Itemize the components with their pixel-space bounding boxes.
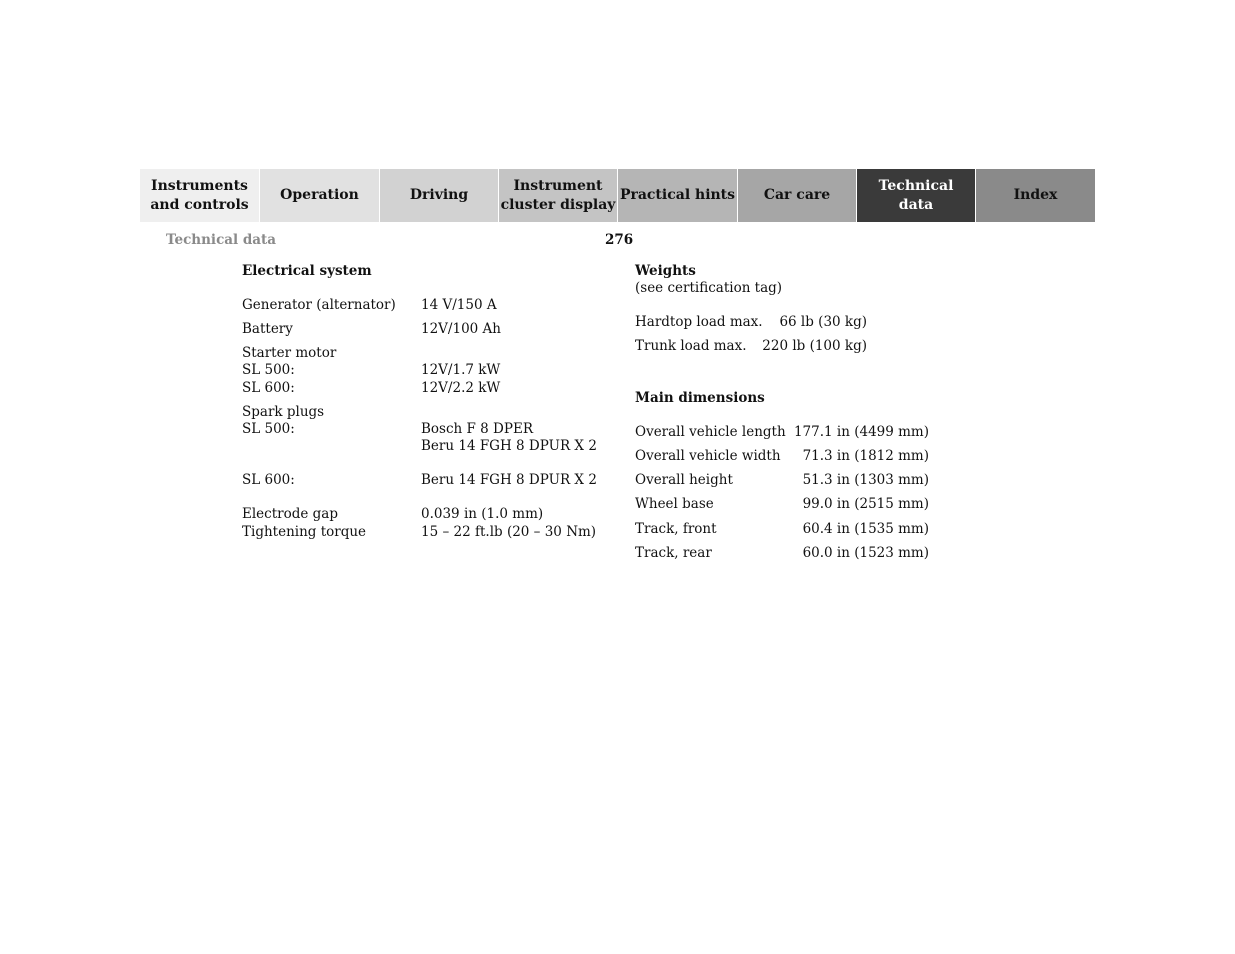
tab-car-care[interactable] — [738, 169, 857, 222]
starter-sl600-label: SL 600: — [242, 380, 295, 396]
dimension-value: 51.3 in (1303 mm) — [802, 472, 929, 488]
spark-sl500-value-beru: Beru 14 FGH 8 DPUR X 2 — [421, 438, 597, 454]
section-nav — [140, 169, 1095, 222]
dimension-value: 60.4 in (1535 mm) — [802, 521, 929, 537]
tab-label-line1: Technical — [878, 177, 954, 194]
tab-label: Practical hints — [619, 187, 736, 203]
main-dimensions-heading: Main dimensions — [635, 390, 765, 406]
tab-instrument-cluster-display[interactable] — [499, 169, 618, 222]
dimension-value: 99.0 in (2515 mm) — [802, 496, 929, 512]
weights-heading: Weights — [635, 263, 696, 279]
generator-value: 14 V/150 A — [421, 297, 497, 313]
tab-label-line1: Instruments — [151, 177, 248, 194]
trunk-load-value: 220 lb (100 kg) — [762, 338, 867, 354]
dimension-value: 60.0 in (1523 mm) — [802, 545, 929, 561]
battery-label: Battery — [242, 321, 293, 337]
hardtop-load-label: Hardtop load max. — [635, 314, 763, 330]
generator-label: Generator (alternator) — [242, 297, 396, 313]
electrical-system-heading: Electrical system — [242, 263, 372, 279]
tab-label-line2: data — [898, 196, 934, 213]
page-number: 276 — [605, 232, 634, 248]
tab-operation[interactable] — [260, 169, 380, 222]
tab-label-line2: cluster display — [500, 196, 616, 213]
dimension-label: Wheel base — [635, 496, 714, 512]
tab-label-line1: Instrument — [513, 177, 603, 194]
weights-subtitle: (see certification tag) — [635, 280, 783, 296]
starter-sl500-value: 12V/1.7 kW — [421, 362, 501, 378]
dimension-label: Overall height — [635, 472, 733, 488]
tab-index[interactable] — [976, 169, 1095, 222]
tab-label: Operation — [280, 187, 359, 203]
dimension-value: 177.1 in (4499 mm) — [793, 424, 929, 440]
tab-label-line2: and controls — [150, 196, 249, 213]
tab-practical-hints[interactable] — [618, 169, 738, 222]
starter-sl500-label: SL 500: — [242, 362, 295, 378]
hardtop-load-value: 66 lb (30 kg) — [779, 314, 867, 330]
spark-sl500-value-bosch: Bosch F 8 DPER — [421, 421, 533, 437]
section-breadcrumb: Technical data — [166, 232, 277, 248]
tab-driving[interactable] — [380, 169, 499, 222]
electrode-gap-value: 0.039 in (1.0 mm) — [421, 506, 544, 522]
tab-label: Index — [1013, 187, 1058, 203]
electrode-gap-label: Electrode gap — [242, 506, 338, 522]
tightening-torque-value: 15 – 22 ft.lb (20 – 30 Nm) — [421, 524, 597, 540]
tab-label: Driving — [409, 187, 469, 203]
dimension-label: Track, rear — [635, 545, 712, 561]
tab-instruments-and-controls[interactable] — [140, 169, 260, 222]
tightening-torque-label: Tightening torque — [242, 524, 367, 540]
spark-sl600-label: SL 600: — [242, 472, 295, 488]
dimension-label: Overall vehicle width — [635, 448, 781, 464]
starter-sl600-value: 12V/2.2 kW — [421, 380, 501, 396]
dimension-label: Overall vehicle length — [635, 424, 786, 440]
spark-sl600-value: Beru 14 FGH 8 DPUR X 2 — [421, 472, 597, 488]
tab-label: Car care — [763, 187, 831, 203]
tab-technical-data[interactable] — [857, 169, 976, 222]
battery-value: 12V/100 Ah — [421, 321, 501, 337]
spark-sl500-label: SL 500: — [242, 421, 295, 437]
trunk-load-label: Trunk load max. — [635, 338, 747, 354]
spark-plugs-label: Spark plugs — [242, 404, 325, 420]
dimension-label: Track, front — [635, 521, 717, 537]
starter-motor-label: Starter motor — [242, 345, 337, 361]
dimension-value: 71.3 in (1812 mm) — [802, 448, 929, 464]
